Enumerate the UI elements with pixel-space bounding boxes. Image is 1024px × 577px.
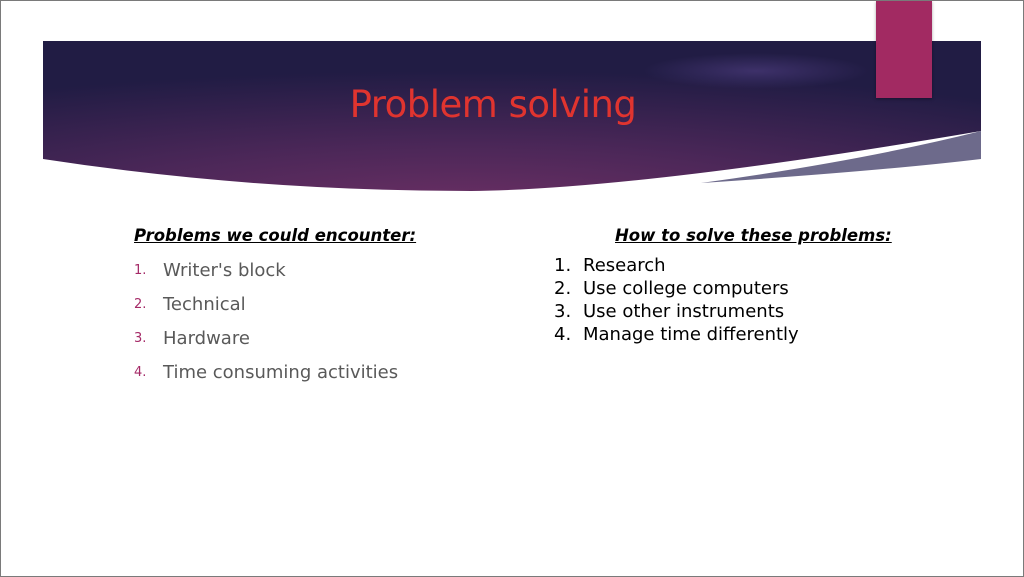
solutions-heading: How to solve these problems: — [615, 226, 892, 245]
list-item-text: Use college computers — [583, 278, 789, 299]
list-item-text: Research — [583, 255, 666, 276]
list-item-text: Use other instruments — [583, 301, 785, 322]
list-number: 2. — [554, 278, 572, 299]
list-item — [134, 355, 398, 389]
list-item — [134, 287, 398, 321]
list-number: 3. — [554, 301, 572, 322]
list-item — [554, 323, 799, 346]
list-number: 4. — [554, 324, 572, 345]
solutions-list — [554, 254, 799, 346]
list-item-text: Writer's block — [163, 259, 286, 281]
list-item — [134, 253, 398, 287]
list-number: 1. — [554, 255, 572, 276]
list-item — [554, 277, 799, 300]
problems-list — [134, 253, 398, 389]
slide-title: Problem solving — [349, 83, 637, 126]
list-number: 4. — [134, 364, 147, 380]
list-number: 3. — [134, 330, 147, 346]
list-number: 1. — [134, 262, 147, 278]
list-item — [554, 300, 799, 323]
list-item — [134, 321, 398, 355]
list-number: 2. — [134, 296, 147, 312]
list-item-text: Time consuming activities — [163, 361, 399, 383]
list-item-text: Hardware — [163, 327, 250, 349]
list-item-text: Manage time differently — [583, 324, 799, 345]
list-item — [554, 254, 799, 277]
problems-heading: Problems we could encounter: — [134, 226, 417, 245]
list-item-text: Technical — [163, 293, 246, 315]
